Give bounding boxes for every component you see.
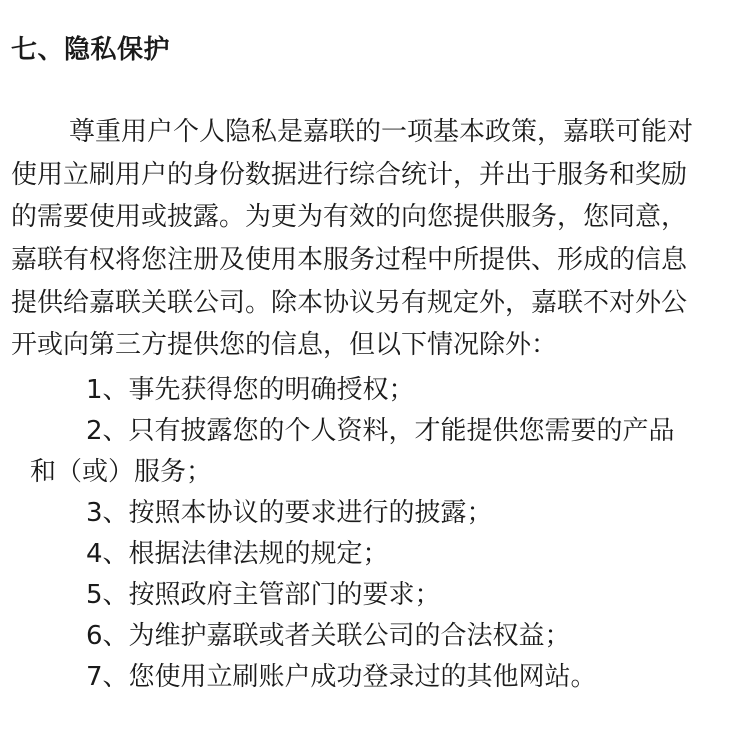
list-item-4: 4、根据法律法规的规定； — [86, 539, 389, 569]
paragraph-line: 的需要使用或披露。为更为有效的向您提供服务，您同意， — [11, 202, 688, 233]
paragraph-line: 开或向第三方提供您的信息，但以下情况除外： — [11, 330, 558, 361]
list-item-7: 7、您使用立刷账户成功登录过的其他网站。 — [86, 662, 597, 692]
list-item-2: 2、只有披露您的个人资料，才能提供您需要的产品 — [86, 416, 675, 446]
privacy-paragraph — [11, 111, 741, 367]
list-item-2-continuation: 和（或）服务； — [30, 457, 213, 487]
exception-list — [0, 370, 750, 698]
list-item-6: 6、为维护嘉联或者关联公司的合法权益； — [86, 621, 571, 651]
list-item-5: 5、按照政府主管部门的要求； — [86, 580, 441, 610]
section-title: 七、隐私保护 — [11, 35, 171, 65]
paragraph-line: 尊重用户个人隐私是嘉联的一项基本政策，嘉联可能对 — [69, 117, 694, 147]
paragraph-line: 使用立刷用户的身份数据进行综合统计，并出于服务和奖励 — [11, 159, 688, 190]
list-item-1: 1、事先获得您的明确授权； — [86, 375, 415, 405]
paragraph-line: 嘉联有权将您注册及使用本服务过程中所提供、形成的信息 — [11, 245, 688, 276]
list-item-3: 3、按照本协议的要求进行的披露； — [86, 498, 493, 528]
paragraph-line: 提供给嘉联关联公司。除本协议另有规定外，嘉联不对外公 — [11, 287, 688, 318]
